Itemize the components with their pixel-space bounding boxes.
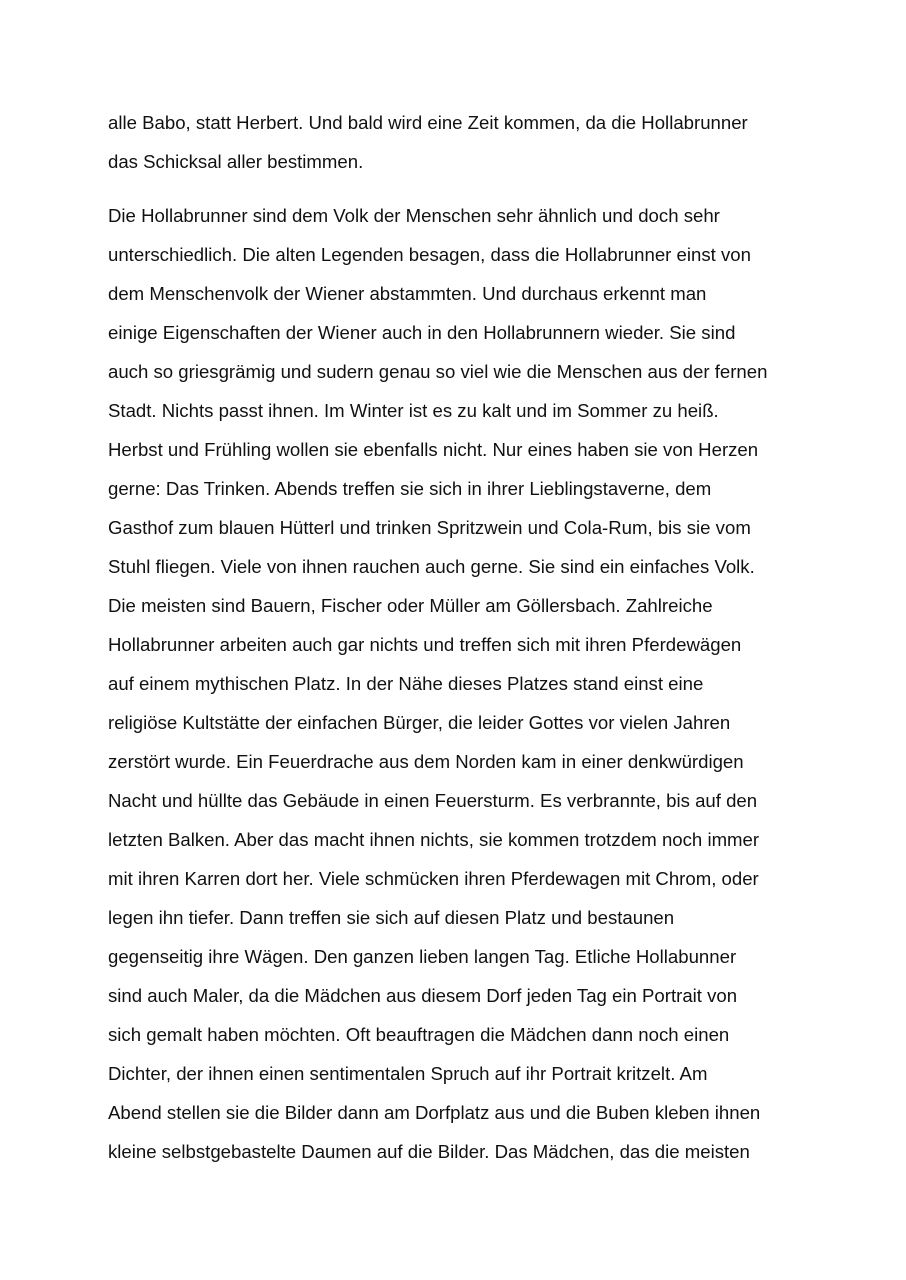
- text-line: auch so griesgrämig und sudern genau so viel wie die Menschen aus der fernen: [108, 361, 768, 382]
- paragraph-1: [108, 103, 808, 181]
- text-line: gegenseitig ihre Wägen. Den ganzen lieben langen Tag. Etliche Hollabunner: [108, 946, 737, 967]
- text-line: unterschiedlich. Die alten Legenden besagen, dass die Hollabrunner einst von: [108, 244, 751, 265]
- text-line: religiöse Kultstätte der einfachen Bürger, die leider Gottes vor vielen Jahren: [108, 712, 731, 733]
- text-line: Hollabrunner arbeiten auch gar nichts und treffen sich mit ihren Pferdewägen: [108, 634, 742, 655]
- text-line: Gasthof zum blauen Hütterl und trinken Spritzwein und Cola-Rum, bis sie vom: [108, 517, 751, 538]
- text-line: dem Menschenvolk der Wiener abstammten. Und durchaus erkennt man: [108, 283, 707, 304]
- text-line: legen ihn tiefer. Dann treffen sie sich auf diesen Platz und bestaunen: [108, 907, 675, 928]
- text-line: letzten Balken. Aber das macht ihnen nichts, sie kommen trotzdem noch immer: [108, 829, 760, 850]
- text-line: zerstört wurde. Ein Feuerdrache aus dem Norden kam in einer denkwürdigen: [108, 751, 744, 772]
- text-line: Stuhl fliegen. Viele von ihnen rauchen auch gerne. Sie sind ein einfaches Volk.: [108, 556, 755, 577]
- text-line: Herbst und Frühling wollen sie ebenfalls nicht. Nur eines haben sie von Herzen: [108, 439, 759, 460]
- text-line: auf einem mythischen Platz. In der Nähe dieses Platzes stand einst eine: [108, 673, 704, 694]
- text-line: kleine selbstgebastelte Daumen auf die Bilder. Das Mädchen, das die meisten: [108, 1141, 750, 1162]
- text-line: Nacht und hüllte das Gebäude in einen Feuersturm. Es verbrannte, bis auf den: [108, 790, 758, 811]
- text-line: sind auch Maler, da die Mädchen aus diesem Dorf jeden Tag ein Portrait von: [108, 985, 738, 1006]
- text-line: das Schicksal aller bestimmen.: [108, 151, 364, 172]
- text-line: gerne: Das Trinken. Abends treffen sie sich in ihrer Lieblingstaverne, dem: [108, 478, 712, 499]
- text-line: einige Eigenschaften der Wiener auch in den Hollabrunnern wieder. Sie sind: [108, 322, 736, 343]
- paragraph-2: [108, 196, 808, 1171]
- text-line: Die meisten sind Bauern, Fischer oder Müller am Göllersbach. Zahlreiche: [108, 595, 713, 616]
- text-line: alle Babo, statt Herbert. Und bald wird eine Zeit kommen, da die Hollabrunner: [108, 112, 748, 133]
- text-line: Stadt. Nichts passt ihnen. Im Winter ist es zu kalt und im Sommer zu heiß.: [108, 400, 719, 421]
- text-line: sich gemalt haben möchten. Oft beauftragen die Mädchen dann noch einen: [108, 1024, 730, 1045]
- text-line: Dichter, der ihnen einen sentimentalen Spruch auf ihr Portrait kritzelt. Am: [108, 1063, 708, 1084]
- text-line: Die Hollabrunner sind dem Volk der Menschen sehr ähnlich und doch sehr: [108, 205, 720, 226]
- text-line: mit ihren Karren dort her. Viele schmücken ihren Pferdewagen mit Chrom, oder: [108, 868, 759, 889]
- text-line: Abend stellen sie die Bilder dann am Dorfplatz aus und die Buben kleben ihnen: [108, 1102, 761, 1123]
- page-body: [108, 103, 808, 1171]
